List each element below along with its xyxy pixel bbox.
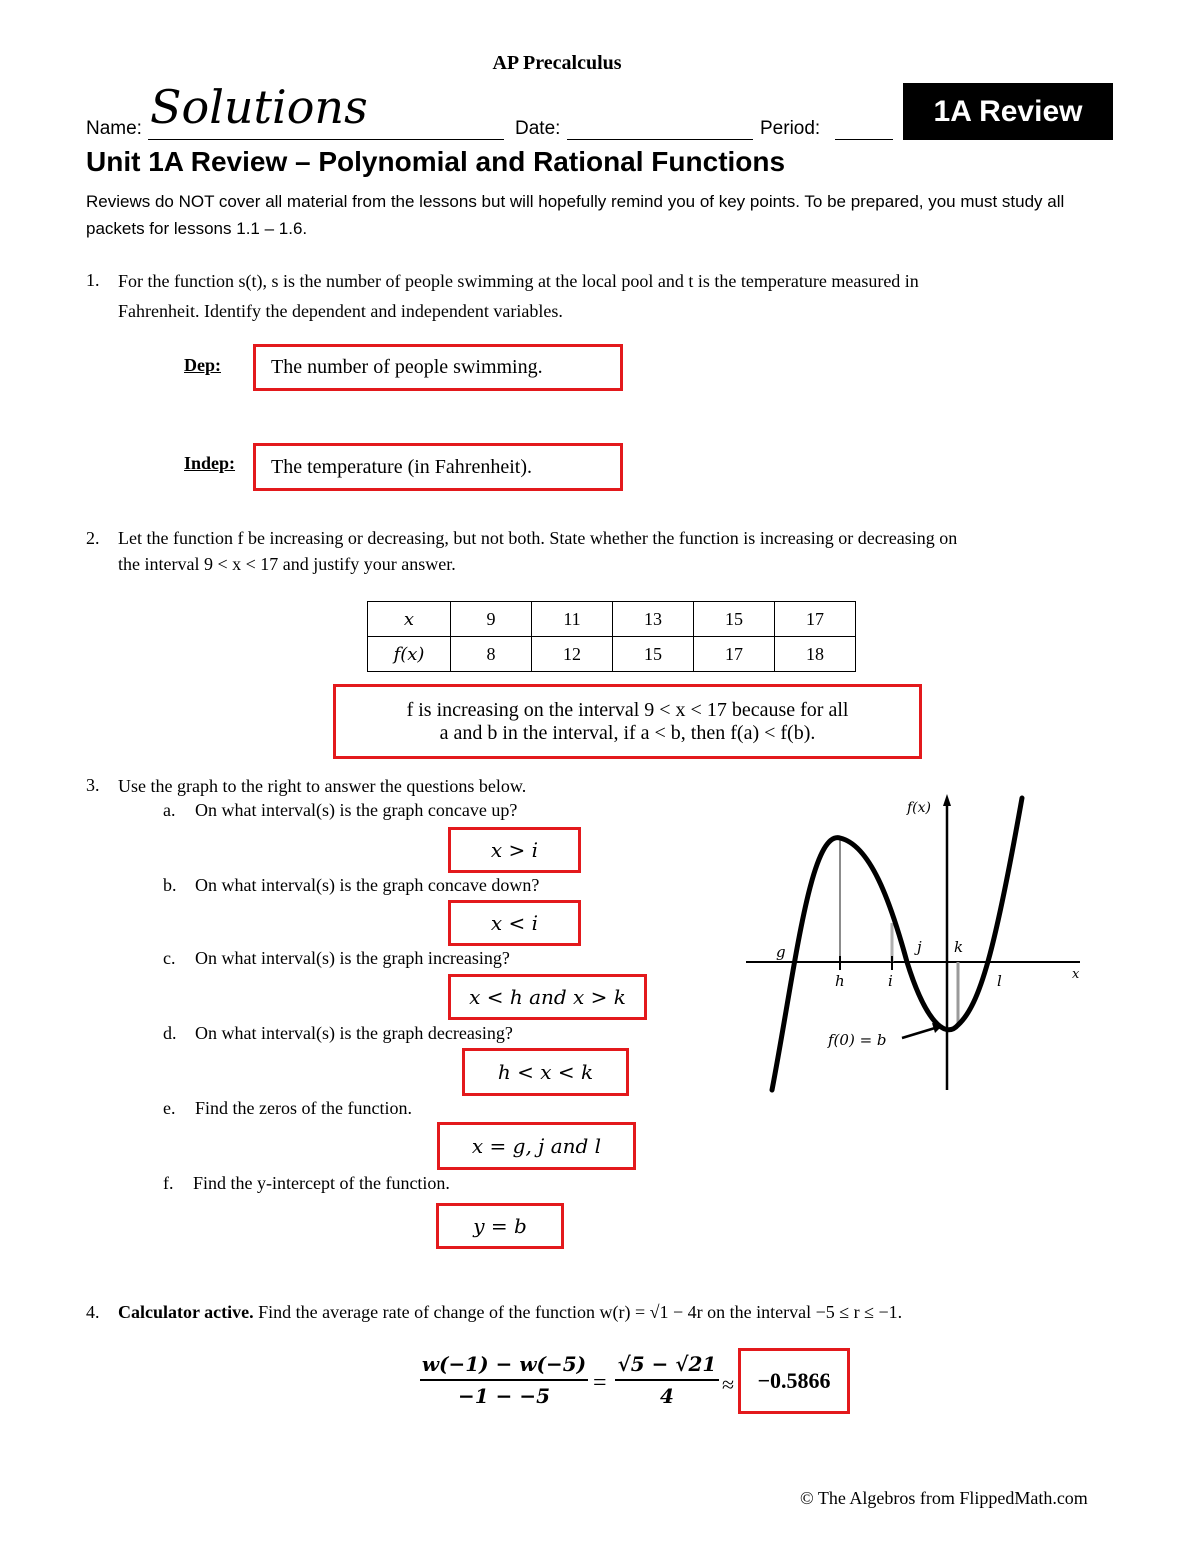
q4-bold-lead: Calculator active. (118, 1302, 254, 1322)
q2-text-line2: the interval 9 < x < 17 and justify your answer. (118, 554, 456, 574)
q2-answer-line1: f is increasing on the interval 9 < x < 17 because for all (406, 698, 849, 721)
q4-fraction1 (420, 1352, 588, 1408)
q3e-answer: x = g, j and l (471, 1134, 602, 1158)
q4-equals: = (593, 1370, 607, 1396)
point-label-h: h (835, 972, 845, 990)
q3d-answer-box (462, 1048, 629, 1096)
q3b-label: b. (163, 875, 177, 895)
y-axis-label: f(x) (907, 800, 932, 816)
q1-dep-answer-box (253, 344, 623, 391)
q3c-question: On what interval(s) is the graph increasing? (195, 948, 510, 968)
cubic-curve (772, 798, 1022, 1090)
q3e-label: e. (163, 1098, 176, 1118)
q3d-question: On what interval(s) is the graph decreasing? (195, 1023, 513, 1043)
q3f-question: Find the y-intercept of the function. (193, 1173, 450, 1193)
table-row (368, 637, 856, 672)
q3d-answer: h < x < k (497, 1060, 594, 1084)
point-label-i: i (888, 972, 893, 990)
q3b-question: On what interval(s) is the graph concave down? (195, 875, 540, 895)
q1-text-line2: Fahrenheit. Identify the dependent and independent variables. (118, 301, 563, 321)
q3-number: 3. (86, 775, 100, 795)
q1-text-line1: For the function s(t), s is the number of people swimming at the local pool and t is the temperature measured in (118, 271, 919, 291)
q3a-question: On what interval(s) is the graph concave up? (195, 800, 518, 820)
q3e-answer-box (437, 1122, 636, 1170)
name-value: Solutions (150, 80, 368, 134)
q4-question (118, 1298, 902, 1326)
q3-text: Use the graph to the right to answer the questions below. (118, 776, 527, 796)
table-cell: 17 (775, 602, 856, 637)
q4-fraction2 (615, 1352, 719, 1408)
intercept-label: f(0) = b (828, 1031, 887, 1049)
table-cell: 18 (775, 637, 856, 672)
q1-dep-answer: The number of people swimming. (271, 356, 543, 378)
table-cell: 13 (613, 602, 694, 637)
x-axis-label: x (1072, 967, 1080, 982)
review-badge: 1A Review (903, 83, 1113, 140)
table-cell: 15 (613, 637, 694, 672)
page-title: Unit 1A Review – Polynomial and Rational Functions (86, 146, 786, 177)
q3b-answer: x < i (490, 911, 539, 935)
q1-indep-answer: The temperature (in Fahrenheit). (271, 455, 532, 478)
q1-number: 1. (86, 270, 100, 290)
q2-answer-line2: a and b in the interval, if a < b, then f(a) < f(b). (439, 721, 816, 744)
values-table (367, 601, 856, 672)
point-label-j: j (917, 938, 922, 956)
table-cell: 8 (451, 637, 532, 672)
table-cell: 12 (532, 637, 613, 672)
period-label: Period: (760, 118, 821, 139)
date-label: Date: (515, 118, 561, 139)
point-label-k: k (954, 938, 964, 956)
q3b-answer-box (448, 900, 581, 946)
date-line (567, 139, 753, 140)
q1-dep-label: Dep: (184, 355, 221, 375)
q2-number: 2. (86, 528, 100, 548)
footer-copyright: © The Algebros from FlippedMath.com (800, 1488, 1088, 1508)
q3d-label: d. (163, 1023, 177, 1043)
table-cell: 17 (694, 637, 775, 672)
q4-number: 4. (86, 1302, 100, 1322)
q4-frac1-den: −1 − −5 (457, 1384, 551, 1408)
q4-answer-box (738, 1348, 850, 1414)
intercept-arrow (902, 1028, 935, 1038)
q4-text: Find the average rate of change of the function w(r) = √1 − 4r on the interval −5 ≤ r ≤ −1. (258, 1302, 903, 1322)
q1-indep-label: Indep: (184, 453, 236, 473)
q3f-answer-box (436, 1203, 564, 1249)
table-cell: 11 (532, 602, 613, 637)
cubic-graph (740, 790, 1100, 1100)
y-axis-arrow (943, 794, 951, 806)
table-header-fx: f(x) (368, 637, 451, 672)
q3c-answer: x < h and x > k (469, 985, 626, 1009)
period-line (835, 139, 893, 140)
table-cell: 9 (451, 602, 532, 637)
q2-answer-box (333, 684, 922, 759)
table-row (368, 602, 856, 637)
intro-text: Reviews do NOT cover all material from the lessons but will hopefully remind you of key points. To be prepared, you must study all packets for lessons 1.1 – 1.6. (86, 192, 1065, 238)
point-label-g: g (776, 943, 786, 961)
q4-approx: ≈ (722, 1372, 735, 1397)
q3a-answer-box (448, 827, 581, 873)
course-title: AP Precalculus (492, 52, 622, 74)
q3a-answer: x > i (490, 838, 539, 862)
name-line (148, 139, 504, 140)
q4-frac2-den: 4 (660, 1384, 674, 1408)
table-header-x: x (368, 602, 451, 637)
q1-indep-answer-box (253, 443, 623, 491)
q4-frac1-num: w(−1) − w(−5) (420, 1352, 588, 1381)
q3c-label: c. (163, 948, 176, 968)
q3c-answer-box (448, 974, 647, 1020)
q4-frac2-num: √5 − √21 (615, 1352, 719, 1381)
q3a-label: a. (163, 800, 176, 820)
q3f-answer: y = b (473, 1214, 527, 1238)
point-label-l: l (997, 972, 1002, 990)
q4-answer: −0.5866 (757, 1368, 831, 1393)
q2-text-line1: Let the function f be increasing or decreasing, but not both. State whether the function is increasing or decreasing on (118, 528, 958, 548)
q3e-question: Find the zeros of the function. (195, 1098, 412, 1118)
q3f-label: f. (163, 1173, 174, 1193)
table-cell: 15 (694, 602, 775, 637)
name-label: Name: (86, 118, 142, 139)
